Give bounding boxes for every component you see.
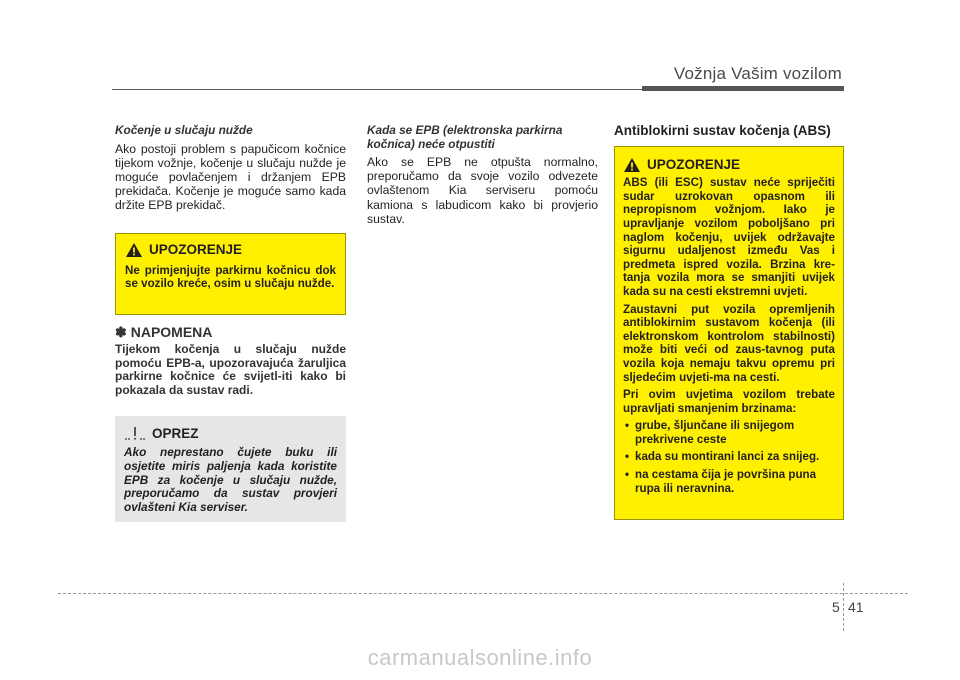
abs-heading: Antiblokirni sustav kočenja (ABS) (614, 123, 831, 138)
warning-triangle-icon (125, 242, 143, 258)
caution-header (124, 426, 337, 442)
column-2 (367, 124, 598, 226)
note-text: Tijekom kočenja u slučaju nužde pomoću EPB-a, upozoravajuća žaruljica parkirne kočnice će svijetl-iti kako bi pokazala da sustav radi. (115, 341, 346, 398)
caution-text: Ako neprestano čujete buku ili osjetite miris paljenja kada koristite EPB za kočenje u slučaju nužde, preporučamo da sustav provjeri ovlašteni Kia serviser. (124, 444, 337, 515)
column-3 (614, 124, 844, 520)
caution-box (115, 416, 346, 522)
footer-page-divider (843, 583, 844, 631)
footer-divider (58, 593, 908, 594)
note-symbol-icon: ✽ (115, 323, 127, 340)
emergency-braking-paragraph: Ako postoji problem s papučicom kočnice tijekom vožnje, kočenje u slučaju nužde je moguće povlačenjem i držanjem EPB prekidača. Kočenje je moguće samo kada držite EPB prekidač. (115, 141, 346, 213)
warning-title: UPOZORENJE (149, 241, 243, 257)
abs-warning-paragraph-3: Pri ovim uvjetima vozilom trebate upravljati smanjenim brzinama: (623, 388, 835, 415)
note-title: NAPOMENA (130, 323, 213, 340)
note-block (115, 325, 346, 398)
list-item: • grube, šljunčane ili snijegom prekrivene ceste (623, 419, 835, 446)
abs-warning-paragraph-2: Zaustavni put vozila opremljenih antiblokirnim sustavom kočenja (ili elektronskom kontrolom stabilnosti) može biti veći od zaus-tavnog puta vozila koja nemaju takvu opremu pri sljedećim uvjeti-ma na cesti. (623, 302, 835, 384)
list-item: • kada su montirani lanci za snijeg. (623, 450, 835, 464)
abs-warning-box (614, 146, 844, 520)
abs-warning-title: UPOZORENJE (647, 157, 741, 173)
epb-not-release-paragraph: Ako se EPB ne otpušta normalno, preporučamo da svoje vozilo odvezete ovlaštenom Kia serviseru pomoću kamiona s labudicom kako bi provjerio sustav. (367, 155, 598, 226)
emergency-braking-subheading: Kočenje u slučaju nužde (115, 123, 253, 137)
note-header (115, 325, 346, 339)
column-1 (115, 124, 346, 522)
watermark: carmanualsonline.info (367, 645, 593, 670)
epb-not-release-subheading: Kada se EPB (elektronska parkirna kočnica) neće otpustiti (367, 123, 563, 151)
header-rule-accent (642, 86, 844, 91)
abs-warning-header (623, 157, 835, 173)
chapter-number: 5 (832, 599, 840, 615)
list-item: • na cestama čija je površina puna rupa ili neravnina. (623, 468, 835, 495)
parking-brake-warning-box (115, 233, 346, 315)
warning-text: Ne primjenjujte parkirnu kočnicu dok se vozilo kreće, osim u slučaju nužde. (125, 263, 336, 291)
page-number: 41 (848, 599, 864, 615)
section-title: Vožnja Vašim vozilom (673, 64, 842, 83)
road-conditions-list (623, 419, 835, 495)
abs-warning-paragraph-1: ABS (ili ESC) sustav neće spriječiti sudar uzrokovan opasnom ili nepropisnom vožnjom. Iako je upravljanje vozilom poboljšano pri naglom kočenju, uvijek održavajte sigurnu udaljenost između Vas i predmeta ispred vozila. Brzina kre-tanja vozila mora se smanjiti uvijek kada su na cesti ekstremni uvjeti. (623, 176, 835, 298)
warning-header (125, 242, 336, 258)
warning-triangle-icon (623, 157, 641, 173)
header-rule (112, 89, 684, 90)
caution-title: OPREZ (152, 425, 199, 441)
caution-exclamation-icon (124, 426, 146, 442)
